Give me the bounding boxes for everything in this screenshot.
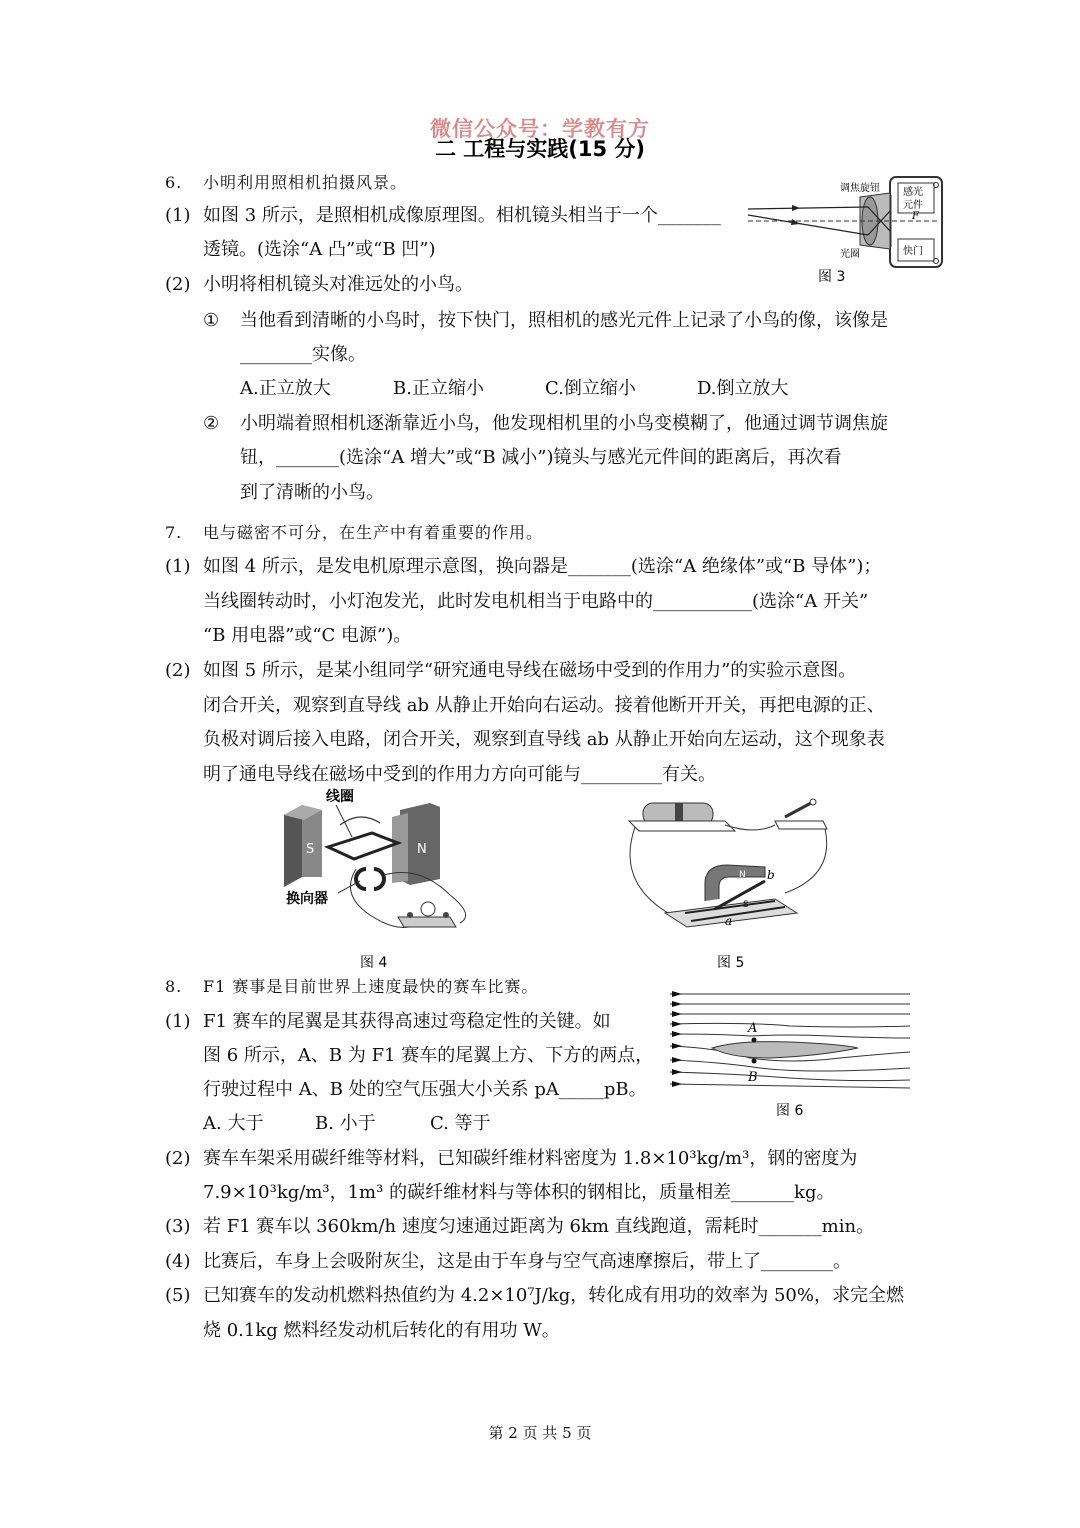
arrow-1 bbox=[672, 991, 682, 997]
label-S: S bbox=[743, 900, 749, 910]
switch-base bbox=[775, 821, 827, 829]
q8-p3-line1: 若 F1 赛车以 360km/h 速度匀速通过距离为 6km 直线跑道，需耗时_______min。 bbox=[203, 1216, 875, 1237]
q6-option-a: A.正立放大 bbox=[240, 378, 331, 399]
lamp-bulb bbox=[421, 902, 435, 916]
arrow-9 bbox=[672, 1081, 682, 1087]
q8-p2-line2: 7.9×10³kg/m³，1m³ 的碳纤维材料与等体积的钢相比，质量相差_______kg。 bbox=[203, 1182, 835, 1203]
figure-6-caption: 图 6 bbox=[776, 1103, 804, 1119]
commutator-right bbox=[374, 869, 384, 889]
figure-4-generator-diagram bbox=[280, 785, 490, 970]
q6-p1-label: (1) bbox=[165, 205, 191, 226]
arrow-2 bbox=[672, 1001, 682, 1007]
q6-s1-mark: ① bbox=[203, 310, 220, 331]
label-F: F bbox=[912, 211, 919, 222]
q8-p1-label: (1) bbox=[165, 1011, 191, 1032]
q8-stem: F1 赛事是目前世界上速度最快的赛车比赛。 bbox=[203, 977, 539, 996]
figure-5-wire-in-field-diagram bbox=[615, 795, 845, 970]
q6-s1-line2: ________实像。 bbox=[240, 344, 366, 365]
q7-p1-label: (1) bbox=[165, 556, 191, 577]
label-sensor-1: 感光 bbox=[903, 187, 923, 198]
q7-p2-line4: 明了通电导线在磁场中受到的作用力方向可能与_________有关。 bbox=[203, 764, 716, 785]
q6-option-d: D.倒立放大 bbox=[697, 378, 789, 399]
label-N: N bbox=[739, 870, 746, 880]
q8-p1-line3: 行驶过程中 A、B 处的空气压强大小关系 pA_____pB。 bbox=[203, 1079, 647, 1100]
q6-p2-label: (2) bbox=[165, 274, 191, 295]
q6-s2-line1: 小明端着照相机逐渐靠近小鸟，他发现相机里的小鸟变模糊了，他通过调节调焦旋 bbox=[240, 413, 888, 434]
q7-p1-line1: 如图 4 所示，是发电机原理示意图，换向器是_______(选涂“A 绝缘体”或“B 导体”)； bbox=[203, 556, 882, 577]
q8-p2-line1: 赛车车架采用碳纤维等材料，已知碳纤维材料密度为 1.8×10³kg/m³，钢的密度为 bbox=[203, 1148, 858, 1169]
ray-2 bbox=[748, 215, 868, 235]
q6-option-b: B.正立缩小 bbox=[393, 378, 484, 399]
q7-p2-line3: 负极对调后接入电路，闭合开关，观察到直导线 ab 从静止开始向左运动，这个现象表 bbox=[203, 729, 885, 750]
q7-p2-line1: 如图 5 所示，是某小组同学“研究通电导线在磁场中受到的作用力”的实验示意图。 bbox=[203, 660, 857, 681]
q7-stem: 电与磁密不可分，在生产中有着重要的作用。 bbox=[203, 523, 544, 542]
wire-loop-right bbox=[785, 829, 827, 893]
streamline-7 bbox=[670, 1060, 910, 1071]
q8-p1-line2: 图 6 所示，A、B 为 F1 赛车的尾翼上方、下方的两点， bbox=[203, 1045, 654, 1066]
arrow-4 bbox=[672, 1021, 682, 1027]
q8-p2-label: (2) bbox=[165, 1148, 191, 1169]
point-B bbox=[752, 1059, 757, 1064]
switch-pivot bbox=[810, 799, 816, 805]
q6-s2-line2: 钮，_______(选涂“A 增大”或“B 减小”)镜头与感光元件间的距离后，再次看 bbox=[240, 447, 842, 468]
q6-s2-line3: 到了清晰的小鸟。 bbox=[240, 482, 384, 503]
figure-4-caption: 图 4 bbox=[360, 955, 388, 971]
switch-lever bbox=[785, 803, 811, 817]
label-shutter: 快门 bbox=[903, 246, 923, 257]
section-title: 二 工程与实践(15 分) bbox=[434, 137, 646, 161]
q6-stem: 小明利用照相机拍摄风景。 bbox=[203, 173, 408, 192]
q8-p1-option-a: A. 大于 bbox=[203, 1113, 264, 1134]
label-N: N bbox=[417, 842, 427, 857]
q7-p1-line2: 当线圈转动时，小灯泡发光，此时发电机相当于电路中的___________(选涂“A 开关” bbox=[203, 591, 869, 612]
label-aperture: 光圈 bbox=[840, 249, 860, 260]
q7-p2-label: (2) bbox=[165, 660, 191, 681]
label-b: b bbox=[767, 868, 775, 882]
q6-s2-mark: ② bbox=[203, 413, 220, 434]
q6-p2-line1: 小明将相机镜头对准远处的小鸟。 bbox=[203, 274, 473, 295]
commutator-left bbox=[356, 869, 366, 889]
coil-loop bbox=[328, 833, 398, 859]
arrow-7 bbox=[672, 1057, 682, 1063]
page-footer: 第 2 页 共 5 页 bbox=[488, 1424, 592, 1442]
arrow-6 bbox=[672, 1043, 682, 1049]
q7-number: 7. bbox=[165, 523, 183, 542]
label-A: A bbox=[748, 1021, 758, 1036]
q8-p1-line1: F1 赛车的尾翼是其获得高速过弯稳定性的关键。如 bbox=[203, 1011, 611, 1032]
lamp-base bbox=[398, 917, 456, 927]
coil-pointer bbox=[336, 805, 352, 837]
arrow-8 bbox=[672, 1069, 682, 1075]
figure-3-camera-diagram bbox=[740, 175, 950, 290]
q6-s1-line1: 当他看到清晰的小鸟时，按下快门，照相机的感光元件上记录了小鸟的像，该像是 bbox=[240, 310, 888, 331]
label-S: S bbox=[306, 842, 315, 857]
q6-number: 6. bbox=[165, 173, 183, 192]
streamline-4 bbox=[670, 1023, 910, 1027]
q8-p5-line2: 烧 0.1kg 燃料经发动机后转化的有用功 W。 bbox=[203, 1320, 560, 1341]
label-focus-knob: 调焦旋钮 bbox=[840, 183, 880, 194]
figure-5-caption: 图 5 bbox=[717, 955, 745, 971]
lamp-terminal-right bbox=[443, 912, 449, 918]
ray-arrow-1 bbox=[792, 205, 800, 211]
ray-arrow-2 bbox=[791, 219, 800, 225]
arrow-3 bbox=[672, 1011, 682, 1017]
q8-p5-line1: 已知赛车的发动机燃料热值约为 4.2×10⁷J/kg，转化成有用功的效率为 50%，求完全燃 bbox=[203, 1285, 904, 1306]
rotation-arc bbox=[340, 817, 380, 825]
streamline-8 bbox=[670, 1072, 910, 1081]
q8-p1-option-b: B. 小于 bbox=[315, 1113, 376, 1134]
arrow-5 bbox=[672, 1031, 682, 1037]
label-B: B bbox=[748, 1070, 758, 1085]
q8-p4-line1: 比赛后，车身上会吸附灰尘，这是由于车身与空气高速摩擦后，带上了________。 bbox=[203, 1251, 851, 1272]
watermark: 微信公众号：学教有方 bbox=[430, 117, 650, 141]
wing-profile bbox=[712, 1042, 858, 1058]
streamline-5 bbox=[670, 1034, 910, 1038]
label-sensor-2: 元件 bbox=[903, 200, 923, 211]
label-commutator: 换向器 bbox=[286, 891, 328, 907]
q6-p1-line1: 如图 3 所示，是照相机成像原理图。相机镜头相当于一个_______ bbox=[203, 205, 721, 226]
wire-loop-left bbox=[630, 827, 675, 917]
label-coil: 线圈 bbox=[326, 789, 354, 805]
q7-p1-line3: “B 用电器”或“C 电源”)。 bbox=[203, 625, 412, 646]
figure-6-airflow-diagram bbox=[660, 988, 915, 1120]
q8-p5-label: (5) bbox=[165, 1285, 191, 1306]
q8-p3-label: (3) bbox=[165, 1216, 191, 1237]
streamline-9 bbox=[670, 1084, 910, 1088]
streamlines bbox=[670, 994, 910, 1088]
battery-stand bbox=[629, 821, 735, 831]
ray-1 bbox=[748, 207, 868, 209]
commutator-pointer bbox=[338, 881, 360, 893]
q8-p1-option-c: C. 等于 bbox=[430, 1113, 491, 1134]
q8-number: 8. bbox=[165, 977, 183, 996]
q6-p1-line2: 透镜。(选涂“A 凸”或“B 凹”) bbox=[203, 239, 436, 260]
figure-3-caption: 图 3 bbox=[818, 269, 846, 285]
lamp-terminal-left bbox=[407, 912, 413, 918]
point-A bbox=[752, 1038, 757, 1043]
q6-option-c: C.倒立缩小 bbox=[545, 378, 636, 399]
q7-p2-line2: 闭合开关，观察到直导线 ab 从静止开始向右运动。接着他断开开关，再把电源的正、 bbox=[203, 695, 885, 716]
horseshoe-magnet bbox=[705, 865, 765, 901]
q8-p4-label: (4) bbox=[165, 1251, 191, 1272]
label-a: a bbox=[725, 914, 733, 928]
